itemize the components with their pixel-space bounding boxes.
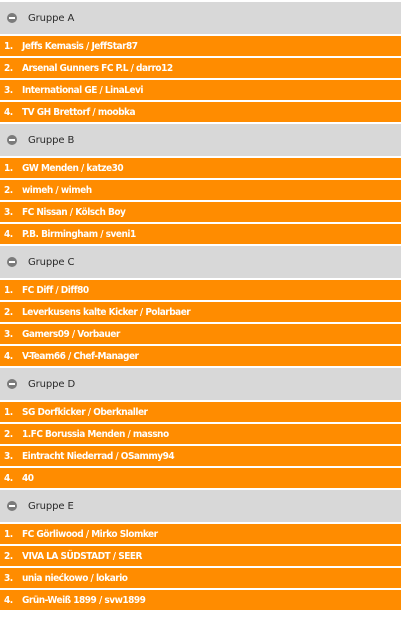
team-row[interactable]	[0, 102, 401, 122]
team-row[interactable]	[0, 280, 401, 300]
group-e	[0, 490, 402, 610]
minus-circle-icon[interactable]	[7, 257, 17, 267]
group-a	[0, 2, 402, 122]
group-b	[0, 124, 402, 244]
team-name: FC Nissan / Kölsch Boy	[22, 206, 126, 218]
team-row[interactable]	[0, 302, 401, 322]
team-rank: 1.	[4, 528, 13, 540]
team-name: P.B. Birmingham / sveni1	[22, 228, 136, 240]
group-header[interactable]	[0, 124, 401, 156]
team-rank: 4.	[4, 350, 13, 362]
team-name: Gamers09 / Vorbauer	[22, 328, 120, 340]
team-list	[0, 402, 402, 488]
group-title: Gruppe E	[28, 500, 74, 512]
team-row[interactable]	[0, 546, 401, 566]
groups-container	[0, 2, 402, 612]
team-name: Grün-Weiß 1899 / svw1899	[22, 594, 146, 606]
team-row[interactable]	[0, 36, 401, 56]
group-header[interactable]	[0, 368, 401, 400]
group-title: Gruppe C	[28, 256, 75, 268]
team-list	[0, 280, 402, 366]
group-c	[0, 246, 402, 366]
team-name: 40	[22, 472, 34, 484]
team-row[interactable]	[0, 158, 401, 178]
team-row[interactable]	[0, 590, 401, 610]
team-name: Eintracht Niederrad / OSammy94	[22, 450, 175, 462]
team-rank: 3.	[4, 328, 13, 340]
team-name: VIVA LA SÜDSTADT / SEER	[22, 550, 142, 562]
team-rank: 1.	[4, 40, 13, 52]
team-rank: 4.	[4, 228, 13, 240]
team-name: TV GH Brettorf / moobka	[22, 106, 136, 118]
team-row[interactable]	[0, 446, 401, 466]
team-rank: 2.	[4, 428, 13, 440]
team-name: 1.FC Borussia Menden / massno	[22, 428, 169, 440]
team-row[interactable]	[0, 468, 401, 488]
team-rank: 4.	[4, 472, 13, 484]
team-row[interactable]	[0, 524, 401, 544]
group-title: Gruppe D	[28, 378, 76, 390]
team-rank: 3.	[4, 450, 13, 462]
minus-circle-icon[interactable]	[7, 501, 17, 511]
team-rank: 1.	[4, 162, 13, 174]
team-list	[0, 36, 402, 122]
group-title: Gruppe A	[28, 12, 75, 24]
team-row[interactable]	[0, 180, 401, 200]
group-header[interactable]	[0, 2, 401, 34]
team-name: International GE / LinaLevi	[22, 84, 143, 96]
team-name: FC Diff / Diff80	[22, 284, 89, 296]
team-name: SG Dorfkicker / Oberknaller	[22, 406, 148, 418]
team-row[interactable]	[0, 224, 401, 244]
team-rank: 2.	[4, 550, 13, 562]
team-list	[0, 524, 402, 610]
team-row[interactable]	[0, 80, 401, 100]
team-rank: 3.	[4, 206, 13, 218]
team-name: wimeh / wimeh	[22, 184, 92, 196]
group-d	[0, 368, 402, 488]
team-row[interactable]	[0, 568, 401, 588]
team-rank: 3.	[4, 572, 13, 584]
team-row[interactable]	[0, 202, 401, 222]
team-rank: 4.	[4, 594, 13, 606]
team-name: V-Team66 / Chef-Manager	[22, 350, 139, 362]
team-name: FC Görliwood / Mirko Slomker	[22, 528, 158, 540]
minus-circle-icon[interactable]	[7, 135, 17, 145]
team-rank: 2.	[4, 306, 13, 318]
team-rank: 1.	[4, 284, 13, 296]
team-name: Arsenal Gunners FC P.L / darro12	[22, 62, 173, 74]
group-header[interactable]	[0, 490, 401, 522]
team-rank: 2.	[4, 62, 13, 74]
team-row[interactable]	[0, 324, 401, 344]
minus-circle-icon[interactable]	[7, 379, 17, 389]
team-name: Leverkusens kalte Kicker / Polarbaer	[22, 306, 191, 318]
team-name: GW Menden / katze30	[22, 162, 124, 174]
minus-circle-icon[interactable]	[7, 13, 17, 23]
team-row[interactable]	[0, 402, 401, 422]
team-rank: 2.	[4, 184, 13, 196]
group-title: Gruppe B	[28, 134, 75, 146]
group-header[interactable]	[0, 246, 401, 278]
team-row[interactable]	[0, 346, 401, 366]
team-name: unia niećkowo / lokario	[22, 572, 128, 584]
team-row[interactable]	[0, 424, 401, 444]
team-rank: 4.	[4, 106, 13, 118]
team-rank: 3.	[4, 84, 13, 96]
team-list	[0, 158, 402, 244]
team-row[interactable]	[0, 58, 401, 78]
team-name: Jeffs Kemasis / JeffStar87	[22, 40, 138, 52]
team-rank: 1.	[4, 406, 13, 418]
